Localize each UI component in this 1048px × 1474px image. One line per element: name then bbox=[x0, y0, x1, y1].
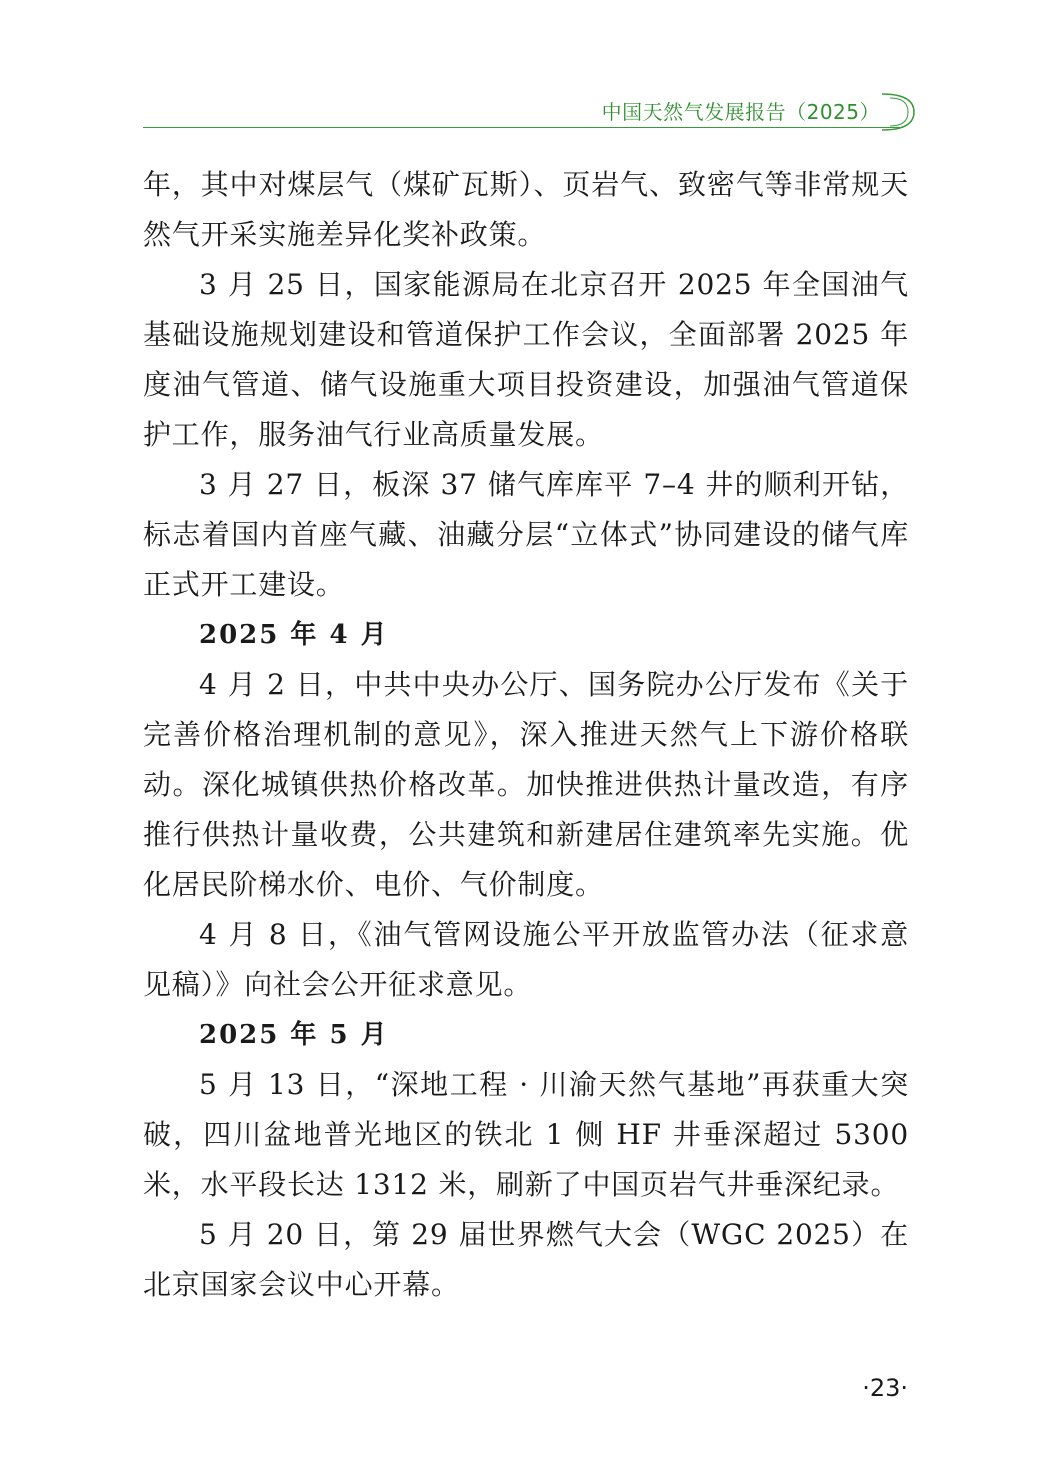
page-number: ·23· bbox=[862, 1374, 908, 1402]
paragraph-mar-27: 3 月 27 日，板深 37 储气库库平 7–4 井的顺利开钻，标志着国内首座气藏、油藏分层“立体式”协同建设的储气库正式开工建设。 bbox=[143, 468, 909, 601]
paragraph-may-13: 5 月 13 日，“深地工程 · 川渝天然气基地”再获重大突破，四川盆地普光地区的铁北 1 侧 HF 井垂深超过 5300 米，水平段长达 1312 米，刷新了中国页岩气井垂深纪录。 bbox=[143, 1068, 909, 1201]
paragraph-apr-2: 4 月 2 日，中共中央办公厅、国务院办公厅发布《关于完善价格治理机制的意见》，深入推进天然气上下游价格联动。深化城镇供热价格改革。加快推进供热计量改造，有序推行供热计量收费，公共建筑和新建居住建筑率先实施。优化居民阶梯水价、电价、气价制度。 bbox=[143, 668, 909, 901]
paragraph-may-20: 5 月 20 日，第 29 届世界燃气大会（WGC 2025）在北京国家会议中心开幕。 bbox=[143, 1218, 909, 1301]
section-heading-april: 2025 年 4 月 bbox=[199, 620, 389, 650]
paragraph-apr-8: 4 月 8 日，《油气管网设施公平开放监管办法（征求意见稿）》向社会公开征求意见。 bbox=[143, 918, 909, 1001]
paragraph-mar-25: 3 月 25 日，国家能源局在北京召开 2025 年全国油气基础设施规划建设和管道保护工作会议，全面部署 2025 年度油气管道、储气设施重大项目投资建设，加强油气管道保护工作，服务油气行业高质量发展。 bbox=[143, 268, 909, 451]
running-header bbox=[143, 92, 918, 132]
paragraph-continued: 年，其中对煤层气（煤矿瓦斯）、页岩气、致密气等非常规天然气开采实施差异化奖补政策。 bbox=[143, 168, 909, 251]
section-heading-may: 2025 年 5 月 bbox=[199, 1020, 389, 1050]
body-text bbox=[143, 160, 909, 1310]
header-arc-decoration bbox=[880, 92, 918, 132]
header-rule bbox=[143, 127, 903, 128]
header-title: 中国天然气发展报告（2025） bbox=[601, 100, 880, 124]
